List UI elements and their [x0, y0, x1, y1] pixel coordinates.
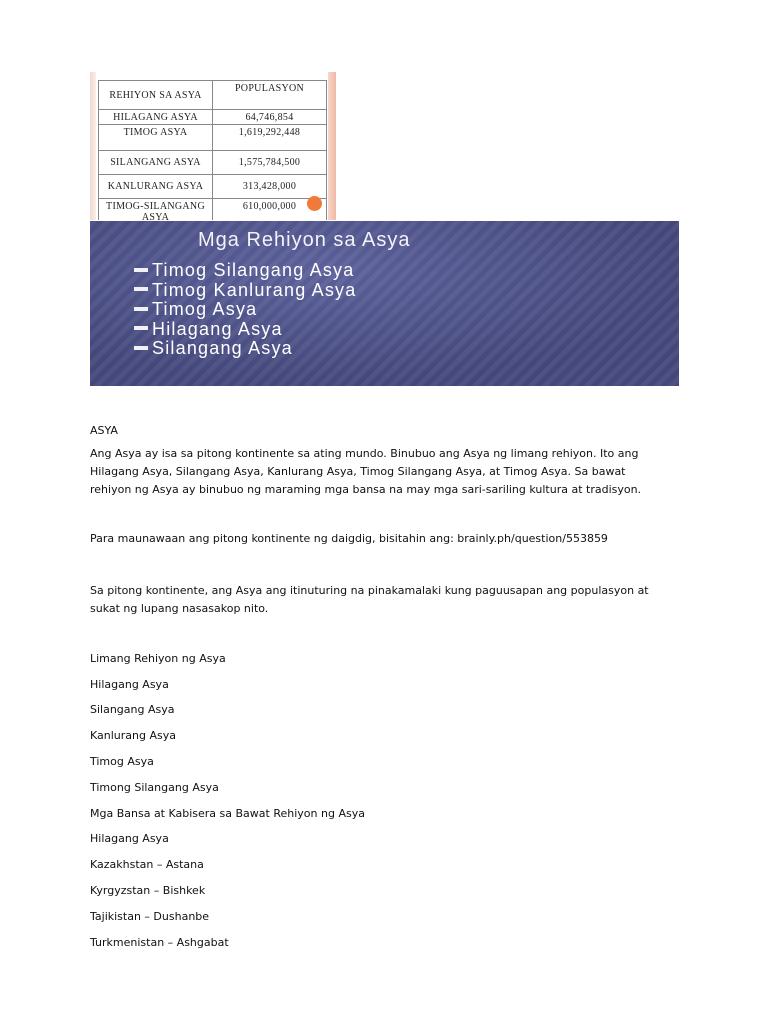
slide-title: Mga Rehiyon sa Asya [198, 229, 411, 251]
table-cell-population: 1,575,784,500 [213, 151, 327, 175]
slide-bullet-item [134, 320, 356, 340]
table-cell-region: TIMOG-SILANGANG ASYA [99, 199, 213, 221]
table-cell-population: 313,428,000 [213, 175, 327, 199]
table-row [99, 110, 327, 125]
table-row [99, 125, 327, 151]
dash-bullet-icon [134, 268, 148, 272]
section-heading: ASYA [90, 424, 118, 437]
slide-bullet-item [134, 281, 356, 301]
dash-bullet-icon [134, 287, 148, 291]
population-table [98, 80, 327, 220]
dash-bullet-icon [134, 307, 148, 311]
regions-slide-image [90, 221, 679, 386]
reference-paragraph: Para maunawaan ang pitong kontinente ng daigdig, bisitahin ang: brainly.ph/question/553859 [90, 532, 608, 545]
slide-bullet-item [134, 261, 356, 281]
header-region: REHIYON SA ASYA [99, 81, 213, 110]
table-cell-population: 610,000,000 [213, 199, 327, 221]
table-cell-region: HILAGANG ASYA [99, 110, 213, 125]
slide-bullet-text: Silangang Asya [152, 338, 293, 358]
image-edge-right [328, 72, 336, 220]
table-header-row [99, 81, 327, 110]
slide-bullet-list [134, 261, 356, 359]
dash-bullet-icon [134, 346, 148, 350]
slide-bullet-text: Timog Kanlurang Asya [152, 279, 357, 300]
table-cell-region: SILANGANG ASYA [99, 151, 213, 175]
list-line: Timog Asya [90, 755, 154, 768]
table-row [99, 199, 327, 221]
list-line: Mga Bansa at Kabisera sa Bawat Rehiyon ng Asya [90, 807, 365, 820]
table-row [99, 175, 327, 199]
list-line: Turkmenistan – Ashgabat [90, 936, 229, 949]
list-line: Timong Silangang Asya [90, 781, 219, 794]
orange-dot-marker [307, 196, 322, 211]
table-cell-population: 1,619,292,448 [213, 125, 327, 151]
slide-bullet-item [134, 339, 356, 359]
list-line: Limang Rehiyon ng Asya [90, 652, 226, 665]
table-row [99, 151, 327, 175]
table-cell-region: TIMOG ASYA [99, 125, 213, 151]
slide-bullet-item [134, 300, 356, 320]
population-table-image [90, 72, 336, 220]
list-line: Hilagang Asya [90, 832, 169, 845]
table-cell-population: 64,746,854 [213, 110, 327, 125]
size-paragraph: Sa pitong kontinente, ang Asya ang itinuturing na pinakamalaki kung paguusapan ang populasyon at sukat ng lupang nasasakop nito. [90, 584, 649, 615]
list-line: Kazakhstan – Astana [90, 858, 204, 871]
list-line: Hilagang Asya [90, 678, 169, 691]
slide-bullet-text: Timog Asya [152, 299, 258, 319]
list-line: Tajikistan – Dushanbe [90, 910, 210, 923]
image-edge-left [90, 72, 96, 220]
dash-bullet-icon [134, 326, 148, 330]
slide-bullet-text: Timog Silangang Asya [152, 260, 355, 280]
header-population: POPULASYON [213, 81, 327, 110]
list-line: Silangang Asya [90, 703, 175, 716]
list-line: Kyrgyzstan – Bishkek [90, 884, 206, 897]
intro-paragraph: Ang Asya ay isa sa pitong kontinente sa ating mundo. Binubuo ang Asya ng limang rehiyon. Ito ang Hilagang Asya, Silangang Asya, Kanlurang Asya, Timog Silangang Asya, at Timog Asya. Sa bawat rehiyon ng Asya ay binubuo ng maraming mga bansa na may mga sari-sariling kultura at tradisyon. [90, 447, 642, 496]
table-cell-region: KANLURANG ASYA [99, 175, 213, 199]
list-line: Kanlurang Asya [90, 729, 176, 742]
slide-bullet-text: Hilagang Asya [152, 318, 283, 339]
